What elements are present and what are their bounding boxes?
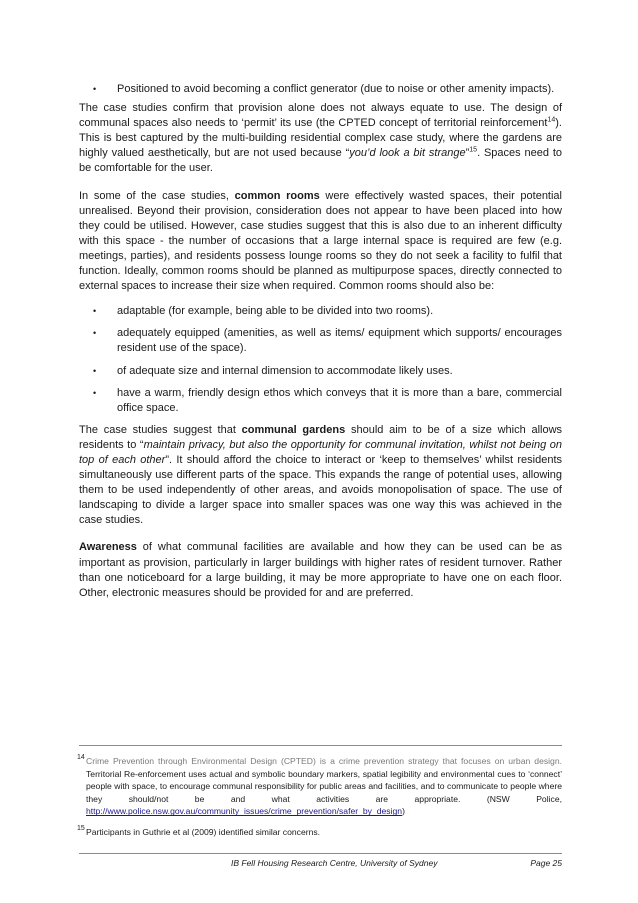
list-item bbox=[79, 386, 562, 416]
main-content bbox=[79, 82, 562, 601]
paragraph-text: ”. It should afford the choice to interact or ‘keep to themselves’ whilst residents simultaneously use different parts of the space. This expands the range of potential uses, allowing them to be used independently of other areas, and avoids monopolisation of space. The use of landscaping to divide a larger space into smaller spaces was one way this was achieved in the case studies. bbox=[79, 453, 562, 527]
paragraph-provision bbox=[79, 101, 562, 176]
footnote-divider bbox=[79, 745, 562, 746]
footer-divider bbox=[79, 853, 562, 854]
paragraph-text: The case studies suggest that bbox=[79, 423, 242, 436]
paragraph-communal-gardens bbox=[79, 423, 562, 529]
paragraph-awareness bbox=[79, 540, 562, 600]
bullet-dot-icon: • bbox=[93, 328, 97, 339]
list-item bbox=[79, 326, 562, 356]
footnote-number: 15 bbox=[77, 824, 85, 832]
bullet-dot-icon: • bbox=[93, 387, 97, 398]
quote-text: you’d look a bit strange bbox=[349, 147, 466, 160]
footnote-number: 14 bbox=[77, 754, 85, 761]
paragraph-text: should aim to be of a size which allows residents to “ bbox=[79, 423, 563, 451]
quote-text: maintain privacy, but also the opportunity for communal invitation, whilst not being on top of each other bbox=[79, 438, 562, 466]
bullet-dot-icon: • bbox=[93, 365, 97, 376]
footnote-ref-14[interactable]: 14 bbox=[547, 116, 556, 124]
footnote-14 bbox=[79, 755, 562, 818]
list-item bbox=[79, 364, 562, 379]
bullet-text: have a warm, friendly design ethos which conveys that it is more than a bare, commercial office space. bbox=[117, 386, 562, 414]
bullet-text: adequately equipped (amenities, as well as items/ equipment which supports/ encourages resident use of the space). bbox=[117, 327, 562, 355]
paragraph-text: In some of the case studies, bbox=[79, 189, 235, 202]
footer-publisher: IB Fell Housing Research Centre, University of Sydney bbox=[231, 858, 438, 868]
bold-term: common rooms bbox=[234, 189, 320, 202]
footnote-text: Crime Prevention through Environmental Design (CPTED) is a crime prevention strategy that focuses on urban design. bbox=[86, 756, 562, 766]
list-item bbox=[79, 304, 562, 319]
footnote-link[interactable]: http://www.police.nsw.gov.au/community_issues/crime_prevention/safer_by_design bbox=[86, 806, 403, 817]
footnote-ref-15[interactable]: 15 bbox=[469, 146, 478, 154]
paragraph-text: ). This is best captured by the multi-building residential complex case study, where the gardens are highly valued aesthetically, but are not used because “ bbox=[79, 117, 562, 160]
bullet-dot-icon: • bbox=[93, 84, 97, 94]
footnotes bbox=[79, 755, 562, 839]
page-number: Page 25 bbox=[530, 858, 562, 868]
footnote-text: Participants in Guthrie et al (2009) identified similar concerns. bbox=[86, 826, 321, 837]
footnote-text: Territorial Re-enforcement uses actual and symbolic boundary markers, spatial legibility and environmental cues to ‘connect’ people with space, to encourage communal responsibility for public areas and facilities, and to communicate to people where they should/not be and what activities are appropriate. (NSW Police, bbox=[86, 768, 562, 804]
bullet-list-top bbox=[79, 82, 562, 97]
bullet-text: of adequate size and internal dimension to accommodate likely uses. bbox=[117, 364, 453, 377]
paragraph-text: . Spaces need to be comfortable for the user. bbox=[79, 147, 562, 175]
footnote-text: ) bbox=[402, 806, 405, 817]
paragraph-text: of what communal facilities are available and how they can be used can be as important as provision, particularly in larger buildings with higher rates of resident turnover. Rather than one noticeboard for a large building, it may be more appropriate to have one on each floor. Other, electronic measures should be provided for and are preferred. bbox=[79, 541, 562, 599]
list-item bbox=[79, 82, 562, 97]
paragraph-common-rooms bbox=[79, 189, 562, 295]
paragraph-text: ” bbox=[465, 147, 470, 160]
footnote-15 bbox=[79, 826, 562, 839]
paragraph-text: were effectively wasted spaces, their potential unrealised. Beyond their provision, consideration does not appear to have been placed into how they could be utilised. However, case studies suggest that this is also due to an inherent difficulty with this space - the number of occasions that a large internal space is required are few (e.g. meetings, parties), and residents possess lounge rooms so they do not seek a facility to fulfil that function. Ideally, common rooms should be planned as multipurpose spaces, directly connected to external spaces to increase their size when required. Common rooms should also be: bbox=[79, 189, 562, 293]
bullet-text: adaptable (for example, being able to be divided into two rooms). bbox=[117, 305, 434, 318]
bullet-dot-icon: • bbox=[93, 306, 97, 317]
bullet-list-common-rooms bbox=[79, 304, 562, 416]
bold-term: communal gardens bbox=[241, 423, 346, 436]
paragraph-text: The case studies confirm that provision alone does not always equate to use. The design of communal spaces also needs to ‘permit’ its use (the CPTED concept of territorial reinforcement bbox=[79, 102, 562, 130]
bullet-text: Positioned to avoid becoming a conflict generator (due to noise or other amenity impacts). bbox=[117, 83, 555, 95]
bold-term: Awareness bbox=[79, 541, 137, 554]
